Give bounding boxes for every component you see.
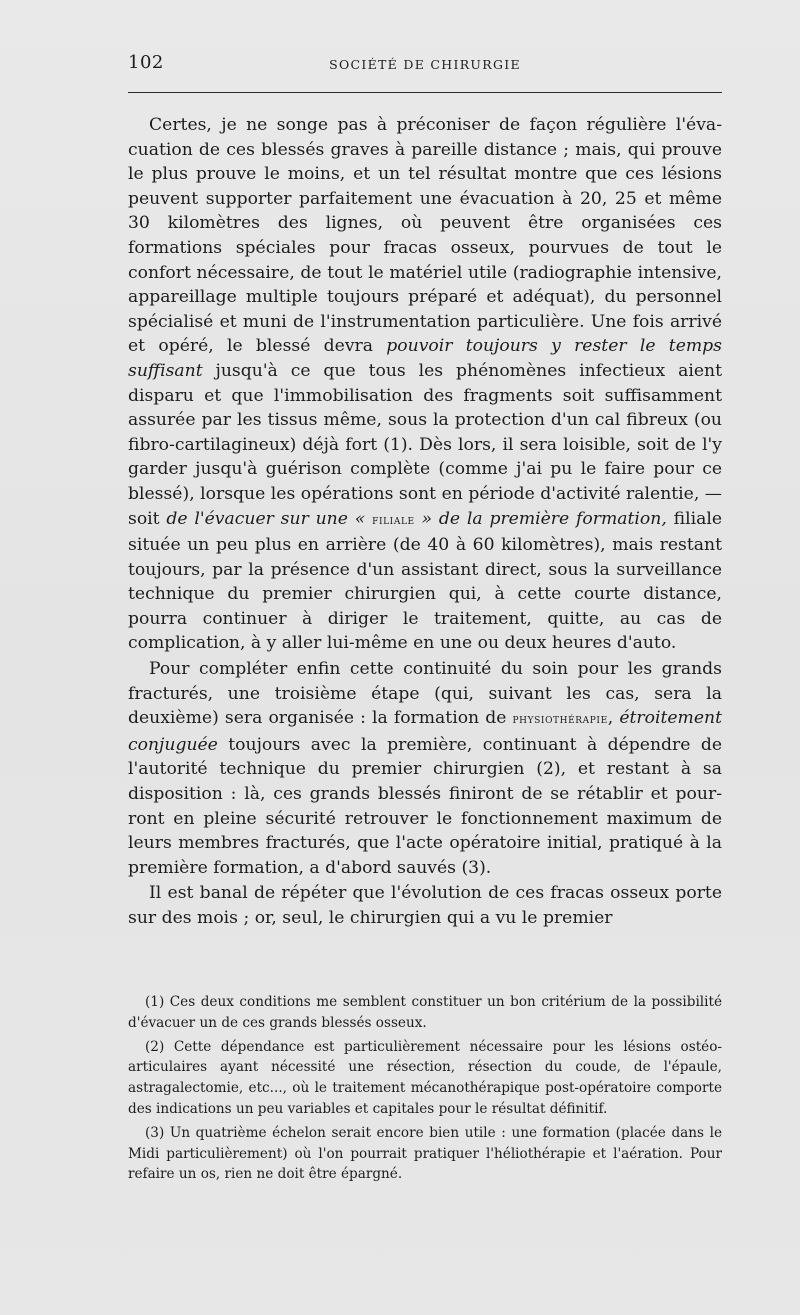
page-header [128,52,722,76]
text-run: filiale située un peu plus en arrière (de 40 à 60 kilomètres), mais restant toujours, par la présence d'un assistant direct, sous la surveillance technique du premier chirurgien qui, à cette courte distance, pourra continuer à diriger le traitement, quitte, au cas de complication, à y aller lui-même en une ou deux heures d'auto. [128,508,722,654]
text-run: Il est banal de répéter que l'évolution de ces fracas osseux porte sur des mois ; or, seul, le chirurgien qui a vu le premier [128,883,722,928]
italic-run: » de la première formation, [414,508,667,529]
paragraph [128,113,722,656]
text-run: jusqu'à ce que tous les phénomènes infectieux aient disparu et que l'immobilisation des fragments soit suffisamment assurée par les tissus même, sous la protection d'un cal fibreux (ou fibro-cartilagineux) déjà fort (1). Dès lors, il sera loisible, soit de l'y garder jusqu'à guérison complète (comme j'ai pu le faire pour ce blessé), lorsque les opérations sont en période d'activité ralentie, — soit [128,360,722,529]
text-run: toujours avec la première, continuant à dépendre de l'autorité technique du premier chirurgien (2), et restant à sa disposition : là, ces grands blessés finiront de se rétablir et pourront en pleine sécurité retrouver le fonctionnement maximum de leurs membres fracturés, que l'acte opératoire initial, pratiqué à la première formation, a d'abord sauvés (3). [128,734,722,878]
italic-run: pouvoir toujours y rester le temps suffisant [128,336,722,381]
page-number: 102 [128,52,164,73]
text-run: Certes, je ne songe pas à préconiser de façon régulière l'évacuation de ces blessés graves à pareille distance ; mais, qui prouve le plus prouve le moins, et un tel résultat montre que ces lésions peuvent supporter parfaitement une évacuation à 20, 25 et même 30 kilomètres des lignes, où peuvent être organisées ces formations spéciales pour fracas osseux, pourvues de tout le confort nécessaire, de tout le matériel utile (radiographie intensive, appareillage multiple toujours préparé et adéquat), du personnel spécialisé et muni de l'instrumentation particulière. Une fois arrivé et opéré, le blessé devra [128,115,722,357]
footnote: (2) Cette dépendance est particulièrement nécessaire pour les lésions ostéo-articulaires ayant nécessité une résection, résection du coude, de l'épaule, astragalectomie, etc..., où le traitement mécanothérapique post-opératoire comporte des indications un peu variables et capitales pour le résultat définitif. [128,1038,722,1117]
text-run: Pour compléter enfin cette continuité du soin pour les grands fracturés, une troisième étape (qui, suivant les cas, sera la deuxième) sera organisée : la formation de [128,659,722,729]
running-head: SOCIÉTÉ DE CHIRURGIE [329,57,521,72]
text-run: , [607,708,620,729]
italic-run: étroitement conjuguée [128,708,722,755]
footnotes [128,992,722,1188]
small-caps-run: filiale [372,512,415,528]
paragraph [128,657,722,880]
small-caps-run: physiothérapie [512,712,608,728]
italic-run: de l'évacuer sur une « [166,508,373,529]
paragraph [128,881,722,930]
footnote: (3) Un quatrième échelon serait encore bien utile : une formation (placée dans le Midi particulièrement) où l'on pourrait pratiquer l'héliothérapie et l'aération. Pour refaire un os, rien ne doit être épargné. [128,1124,722,1183]
body-text [128,113,722,931]
footnote: (1) Ces deux conditions me semblent constituer un bon critérium de la possibilité d'évacuer un de ces grands blessés osseux. [128,994,722,1031]
header-rule [128,92,722,93]
